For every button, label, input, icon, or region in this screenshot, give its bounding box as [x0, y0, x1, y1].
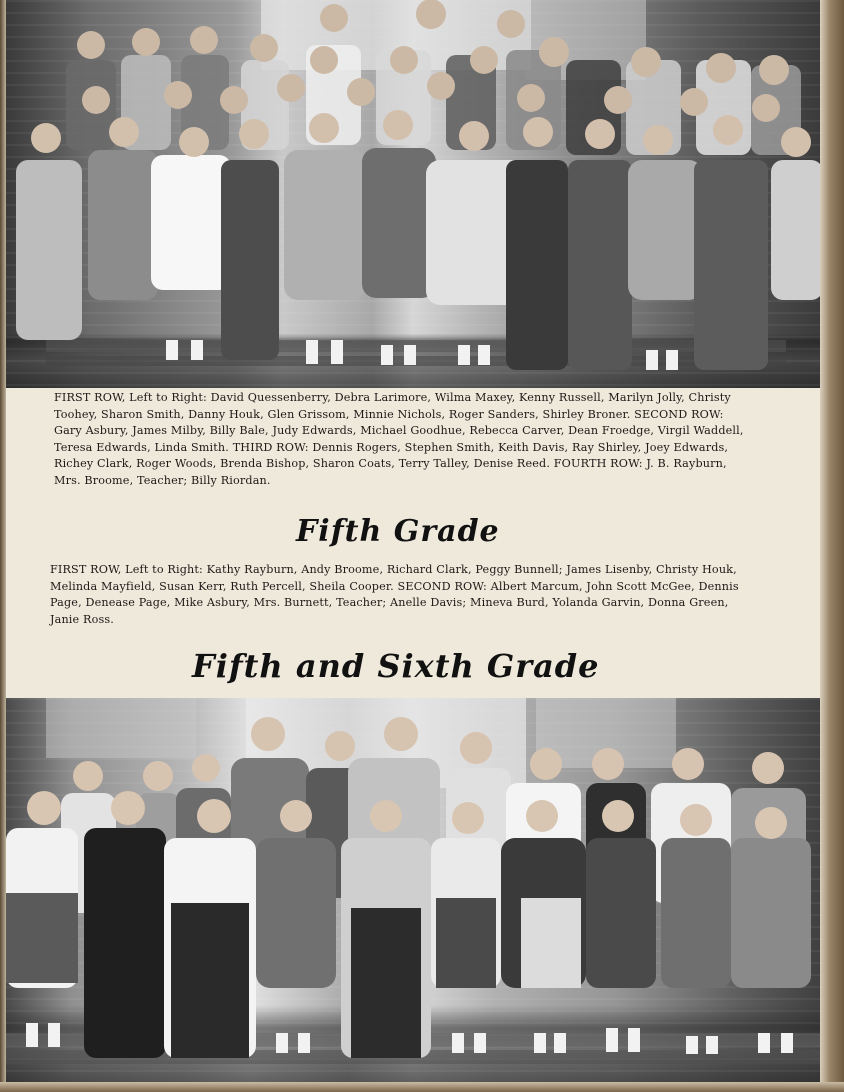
page-edge-right	[820, 0, 844, 1092]
class-photo-top	[6, 0, 820, 388]
heading-fifth-grade: Fifth Grade	[296, 514, 500, 549]
caption-top-group	[54, 390, 744, 490]
class-photo-bottom	[6, 698, 820, 1082]
caption-fifth-grade	[50, 562, 740, 628]
page-edge-left	[0, 0, 6, 1092]
class-photo-top-figures	[6, 0, 820, 388]
caption-top-group-text: FIRST ROW, Left to Right: David Quessenberry, Debra Larimore, Wilma Maxey, Kenny Russell, Marilyn Jolly, Christy Toohey, Sharon Smith, Danny Houk, Glen Grissom, Minnie Nichols, Roger Sanders, Shirley Broner. SECOND ROW: Gary Asbury, James Milby, Billy Bale, Judy Edwards, Michael Goodhue, Rebecca Carver, Dean Froedge, Virgil Waddell, Teresa Edwards, Linda Smith. THIRD ROW: Dennis Rogers, Stephen Smith, Keith Davis, Ray Shirley, Joey Edwards, Richey Clark, Roger Woods, Brenda Bishop, Sharon Coats, Terry Talley, Denise Reed. FOURTH ROW: J. B. Rayburn, Mrs. Broome, Teacher; Billy Riordan.	[54, 391, 744, 487]
caption-fifth-grade-text: FIRST ROW, Left to Right: Kathy Rayburn, Andy Broome, Richard Clark, Peggy Bunnell; James Lisenby, Christy Houk, Melinda Mayfield, Susan Kerr, Ruth Percell, Sheila Cooper. SECOND ROW: Albert Marcum, John Scott McGee, Dennis Page, Denease Page, Mike Asbury, Mrs. Burnett, Teacher; Anelle Davis; Mineva Burd, Yolanda Garvin, Donna Green, Janie Ross.	[50, 563, 739, 626]
heading-fifth-and-sixth-grade: Fifth and Sixth Grade	[192, 647, 600, 685]
class-photo-bottom-figures	[6, 698, 820, 1082]
page-edge-bottom	[0, 1082, 844, 1092]
